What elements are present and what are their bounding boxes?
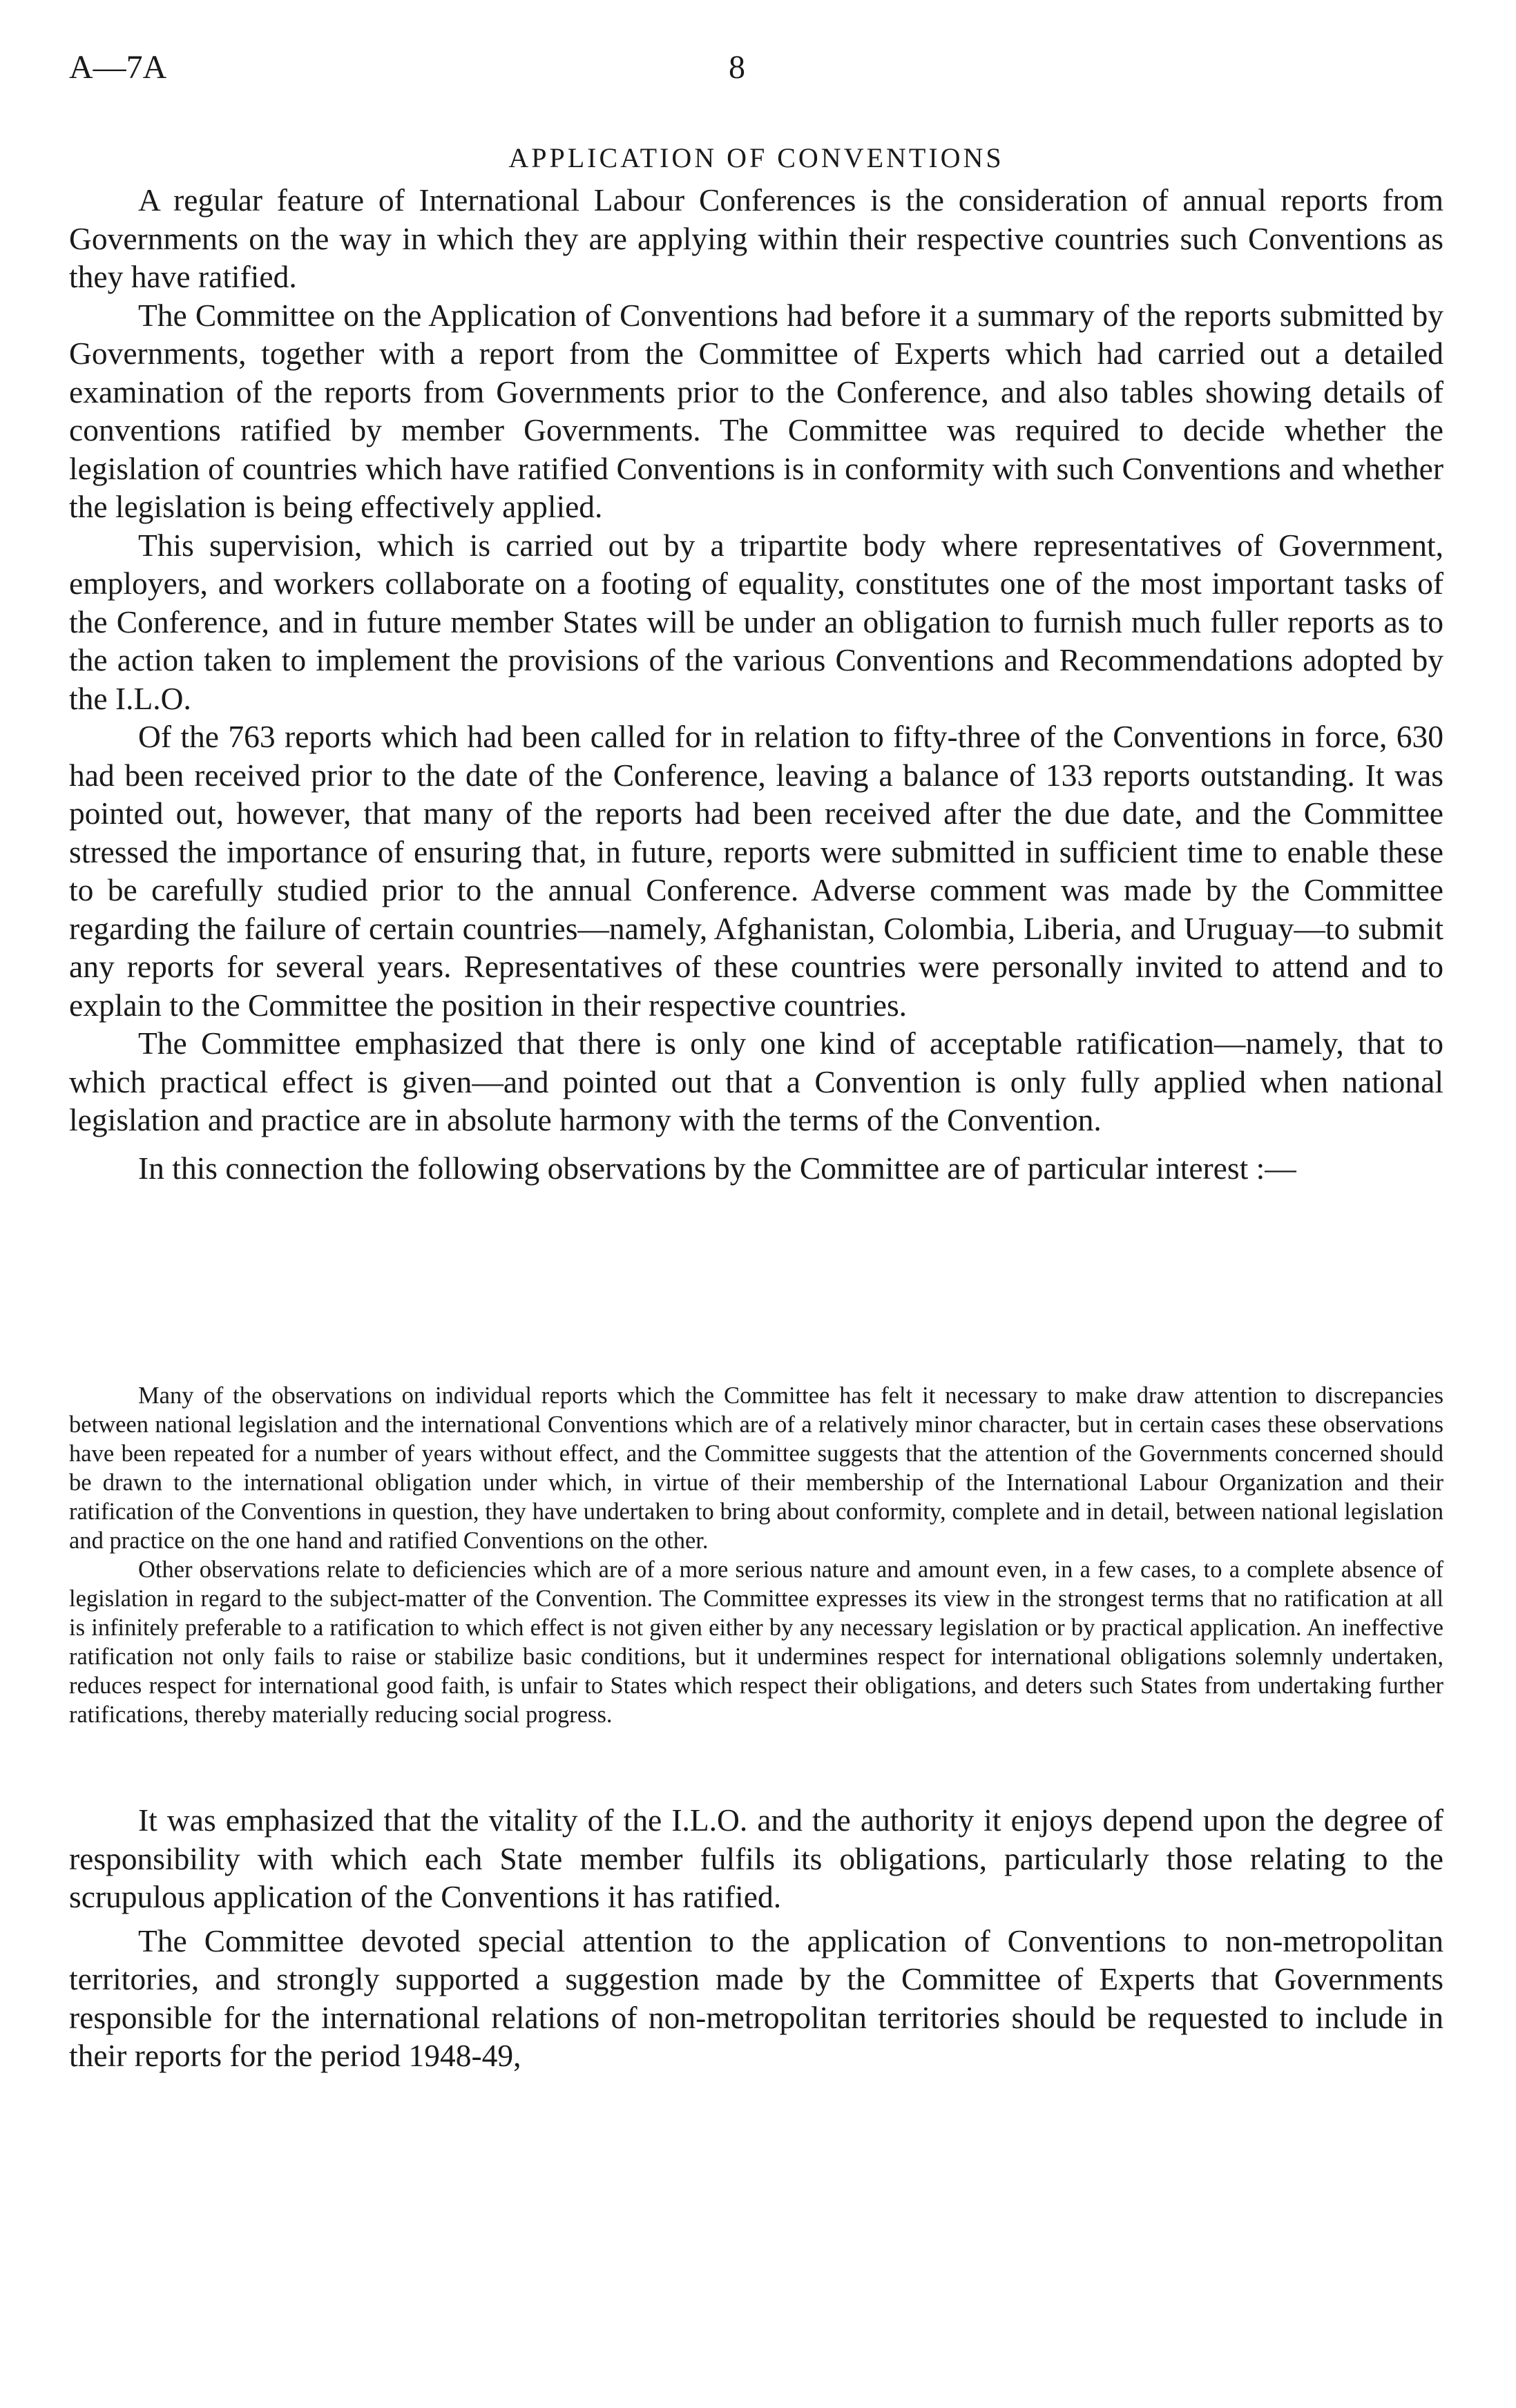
paragraph: The Committee on the Application of Conventions had before it a summary of the reports submitted by Governments, together with a report from the Committee of Experts which had carried out a detailed examination of the reports from Governments prior to the Conference, and also tables showing details of conventions ratified by member Governments. The Committee was required to decide whether the legislation of countries which have ratified Conventions is in conformity with such Conventions and whether the legislation is being effectively applied. xyxy=(69,297,1443,524)
main-text xyxy=(69,181,1443,1187)
section-title: APPLICATION OF CONVENTIONS xyxy=(508,142,1004,173)
quote-paragraph: Other observations relate to deficiencies which are of a more serious nature and amount even, in a few cases, to a complete absence of legislation in regard to the subject-matter of the Convention. The Committee expresses its view in the strongest terms that no ratification at all is infinitely preferable to a ratification to which effect is not given either by any necessary legislation or by practical application. An ineffective ratification not only fails to raise or stabilize basic conditions, but it undermines respect for international obligations solemnly undertaken, reduces respect for international good faith, is unfair to States which respect their obligations, and deters such States from undertaking further ratifications, thereby materially reducing social progress. xyxy=(69,1557,1443,1728)
closing-text xyxy=(69,1801,1443,2075)
paragraph: It was emphasized that the vitality of the I.L.O. and the authority it enjoys depend upon the degree of responsibility with which each State member fulfils its obligations, particularly those relating to the scrupulous application of the Conventions it has ratified. xyxy=(69,1802,1443,1914)
paragraph: Of the 763 reports which had been called for in relation to fifty-three of the Conventions in force, 630 had been received prior to the date of the Conference, leaving a balance of 133 reports outstanding. It was pointed out, however, that many of the reports had been received after the due date, and the Committee stressed the importance of ensuring that, in future, reports were submitted in sufficient time to enable these to be carefully studied prior to the annual Conference. Adverse comment was made by the Committee regarding the failure of certain countries—namely, Afghanistan, Colombia, Liberia, and Uruguay—to submit any reports for several years. Representatives of these countries were personally invited to attend and to explain to the Committee the position in their respective countries. xyxy=(69,719,1443,1023)
paragraph: The Committee devoted special attention to the application of Conventions to non-metropolitan territories, and strongly supported a suggestion made by the Committee of Experts that Governments responsible for the international relations of non-metropolitan territories should be requested to include in their reports for the period 1948-49, xyxy=(69,1923,1443,2073)
paragraph: This supervision, which is carried out by a tripartite body where representatives of Government, employers, and workers collaborate on a footing of equality, constitutes one of the most important tasks of the Conference, and in future member States will be under an obligation to furnish much fuller reports as to the action taken to implement the provisions of the various Conventions and Recommendations adopted by the I.L.O. xyxy=(69,527,1443,716)
paragraph: In this connection the following observations by the Committee are of particular interest :— xyxy=(138,1150,1296,1186)
page-number: 8 xyxy=(729,49,745,86)
paragraph: The Committee emphasized that there is only one kind of acceptable ratification—namely, that to which practical effect is given—and pointed out that a Convention is only fully applied when national legislation and practice are in absolute harmony with the terms of the Convention. xyxy=(69,1025,1443,1137)
paragraph: A regular feature of International Labour Conferences is the consideration of annual reports from Governments on the way in which they are applying within their respective countries such Conventions as they have ratified. xyxy=(69,182,1443,294)
document-reference: A—7A xyxy=(69,49,167,86)
quote-paragraph: Many of the observations on individual reports which the Committee has felt it necessary to make draw attention to discrepancies between national legislation and the international Conventions which are of a relatively minor character, but in certain cases these observations have been repeated for a number of years without effect, and the Committee suggests that the attention of the Governments concerned should be drawn to the international obligation under which, in virtue of their membership of the International Labour Organization and their ratification of the Conventions in question, they have undertaken to bring about conformity, complete and in detail, between national legislation and practice on the one hand and ratified Conventions on the other. xyxy=(69,1383,1443,1554)
page-header xyxy=(69,48,1443,97)
quoted-observations xyxy=(69,1381,1443,1729)
